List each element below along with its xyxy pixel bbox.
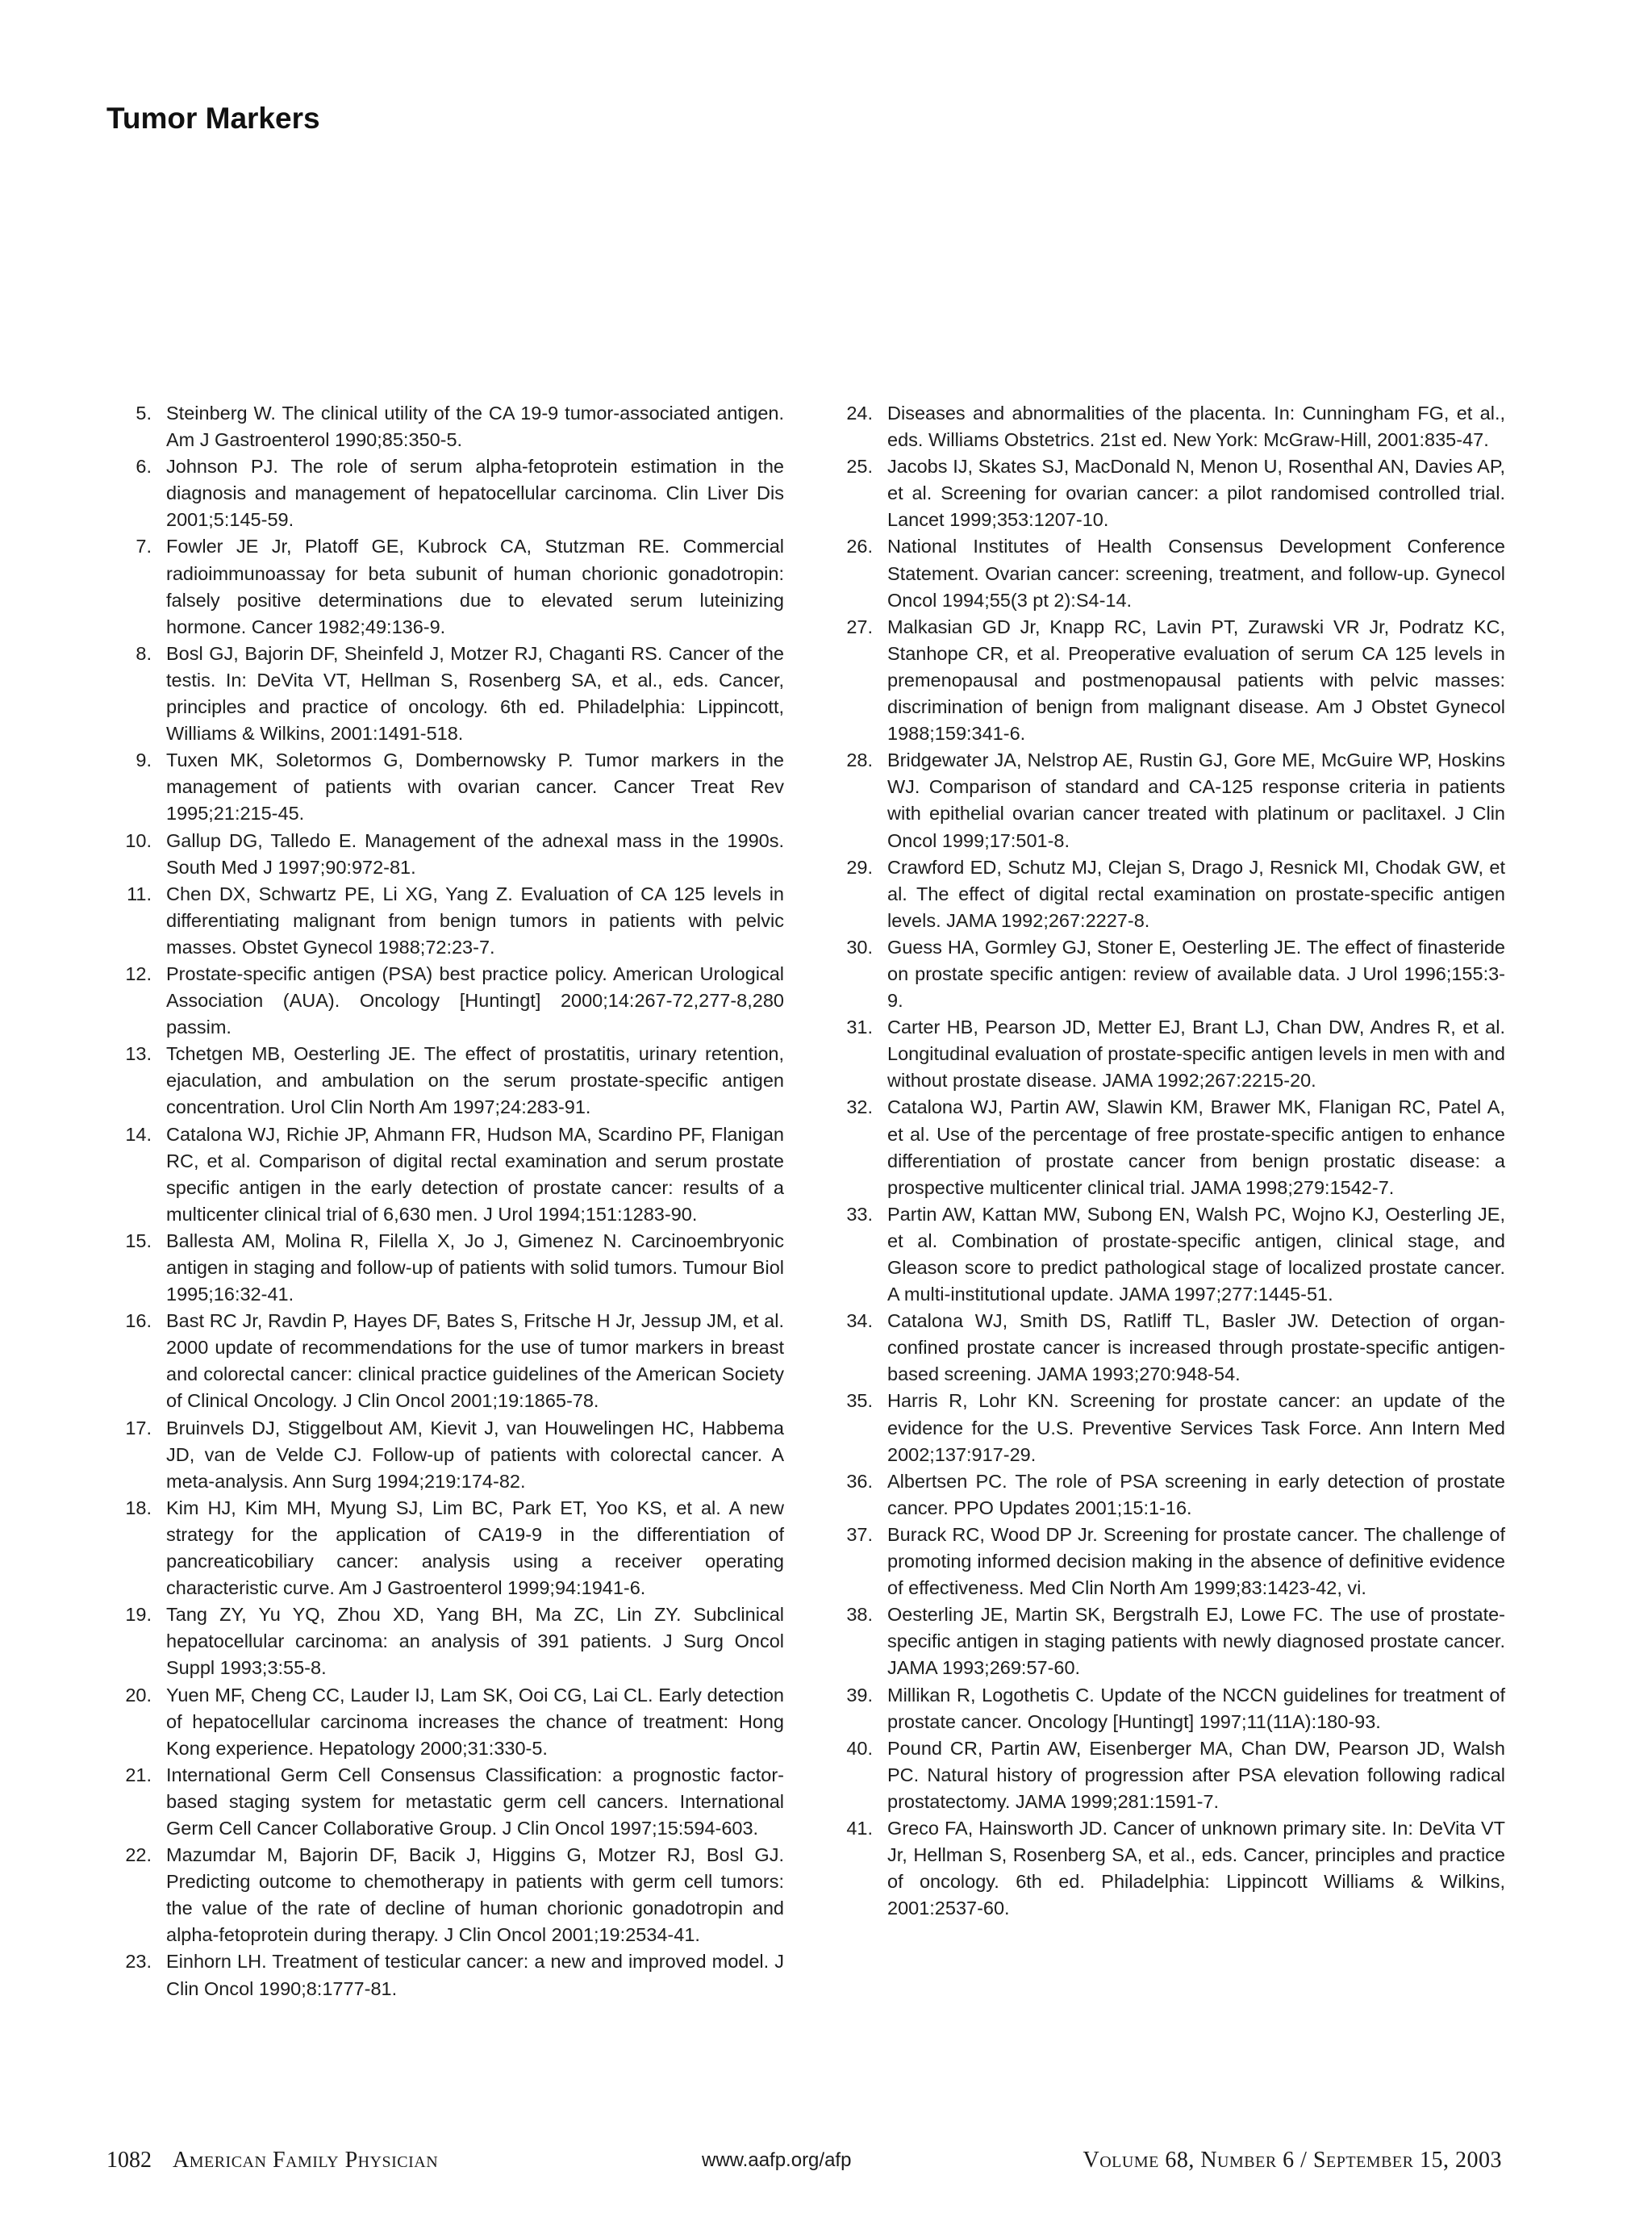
reference-number: 9.: [136, 749, 152, 771]
reference-number: 11.: [127, 883, 152, 904]
reference-item: [113, 1601, 784, 1681]
reference-text: Bruinvels DJ, Stiggelbout AM, Kievit J, van Houwelingen HC, Habbema JD, van de Velde CJ. Follow-up of patients with colorectal cancer. A meta-analysis. Ann Surg 1994;219:174-82.: [166, 1417, 784, 1492]
reference-text: Malkasian GD Jr, Knapp RC, Lavin PT, Zurawski VR Jr, Podratz KC, Stanhope CR, et al. Preoperative evaluation of serum CA 125 levels in premenopausal and postmenopausal patients with pelvic masses: discrimination of benign from malignant disease. Am J Obstet Gynecol 1988;159:341-6.: [887, 616, 1505, 745]
reference-text: Catalona WJ, Smith DS, Ratliff TL, Basler JW. Detection of organ-confined prostate cancer is increased through prostate-specific antigen-based screening. JAMA 1993;270:948-54.: [887, 1310, 1505, 1385]
reference-item: [834, 934, 1505, 1014]
reference-text: Crawford ED, Schutz MJ, Clejan S, Drago J, Resnick MI, Chodak GW, et al. The effect of digital rectal examination on prostate-specific antigen levels. JAMA 1992;267:2227-8.: [887, 856, 1505, 931]
reference-number: 17.: [125, 1417, 152, 1438]
reference-number: 21.: [125, 1764, 152, 1785]
reference-text: Catalona WJ, Partin AW, Slawin KM, Brawer MK, Flanigan RC, Patel A, et al. Use of the percentage of free prostate-specific antigen to enhance differentiation of prostate cancer from benign prostatic disease: a prospective multicenter clinical trial. JAMA 1998;279:1542-7.: [887, 1096, 1505, 1198]
reference-number: 39.: [846, 1684, 873, 1706]
reference-text: Burack RC, Wood DP Jr. Screening for prostate cancer. The challenge of promoting informed decision making in the absence of definitive evidence of effectiveness. Med Clin North Am 1999;83:1423-42, vi.: [887, 1523, 1505, 1599]
reference-number: 13.: [125, 1043, 152, 1065]
reference-text: Bridgewater JA, Nelstrop AE, Rustin GJ, Gore ME, McGuire WP, Hoskins WJ. Comparison of standard and CA-125 response criteria in patients with epithelial ovarian cancer treated with platinum or paclitaxel. J Clin Oncol 1999;17:501-8.: [887, 749, 1505, 851]
reference-number: 31.: [846, 1017, 873, 1038]
reference-text: Fowler JE Jr, Platoff GE, Kubrock CA, Stutzman RE. Commercial radioimmunoassay for beta subunit of human chorionic gonadotropin: falsely positive determinations due to elevated serum luteinizing hormone. Cancer 1982;49:136-9.: [166, 536, 784, 637]
page-number: 1082: [106, 2148, 152, 2173]
reference-text: Partin AW, Kattan MW, Subong EN, Walsh PC, Wojno KJ, Oesterling JE, et al. Combination of prostate-specific antigen, clinical stage, and Gleason score to predict pathological stage of localized prostate cancer. A multi-institutional update. JAMA 1997;277:1445-51.: [887, 1203, 1505, 1305]
reference-item: [834, 1308, 1505, 1388]
reference-text: National Institutes of Health Consensus Development Conference Statement. Ovarian cancer: screening, treatment, and follow-up. Gynecol Oncol 1994;55(3 pt 2):S4-14.: [887, 536, 1505, 611]
reference-item: [113, 400, 784, 453]
reference-text: Tuxen MK, Soletormos G, Dombernowsky P. Tumor markers in the management of patients with ovarian cancer. Cancer Treat Rev 1995;21:215-45.: [166, 749, 784, 825]
reference-number: 28.: [846, 749, 873, 771]
reference-number: 41.: [846, 1817, 873, 1839]
reference-item: [834, 533, 1505, 613]
reference-item: [113, 453, 784, 533]
reference-text: Jacobs IJ, Skates SJ, MacDonald N, Menon U, Rosenthal AN, Davies AP, et al. Screening for ovarian cancer: a pilot randomised controlled trial. Lancet 1999;353:1207-10.: [887, 456, 1505, 531]
journal-name: American Family Physician: [173, 2148, 439, 2173]
reference-item: [113, 1121, 784, 1228]
reference-text: Millikan R, Logothetis C. Update of the NCCN guidelines for treatment of prostate cancer. Oncology [Huntingt] 1997;11(11A):180-93.: [887, 1684, 1505, 1732]
reference-number: 12.: [125, 962, 152, 984]
reference-text: Harris R, Lohr KN. Screening for prostate cancer: an update of the evidence for the U.S. Preventive Services Task Force. Ann Intern Med 2002;137:917-29.: [887, 1390, 1505, 1465]
reference-number: 22.: [125, 1844, 152, 1866]
reference-text: International Germ Cell Consensus Classification: a prognostic factor-based staging system for metastatic germ cell cancers. International Germ Cell Cancer Collaborative Group. J Clin Oncol 1997;15:594-603.: [166, 1764, 784, 1839]
reference-item: [113, 1041, 784, 1121]
reference-text: Mazumdar M, Bajorin DF, Bacik J, Higgins G, Motzer RJ, Bosl GJ. Predicting outcome to chemotherapy in patients with germ cell tumors: the value of the rate of decline of human chorionic gonadotropin and alpha-fetoprotein during therapy. J Clin Oncol 2001;19:2534-41.: [166, 1844, 784, 1946]
reference-number: 23.: [125, 1951, 152, 1973]
reference-text: Gallup DG, Talledo E. Management of the adnexal mass in the 1990s. South Med J 1997;90:972-81.: [166, 829, 784, 878]
reference-number: 24.: [846, 403, 873, 424]
reference-text: Tchetgen MB, Oesterling JE. The effect of prostatitis, urinary retention, ejaculation, and ambulation on the serum prostate-specific antigen concentration. Urol Clin North Am 1997;24:283-91.: [166, 1043, 784, 1118]
reference-item: [113, 1948, 784, 2002]
reference-item: [834, 854, 1505, 934]
section-title: Tumor Markers: [106, 102, 320, 135]
reference-number: 10.: [125, 829, 152, 851]
reference-item: [834, 1468, 1505, 1522]
reference-item: [834, 1388, 1505, 1468]
reference-number: 35.: [846, 1390, 873, 1412]
reference-item: [113, 641, 784, 747]
reference-number: 20.: [125, 1684, 152, 1706]
reference-item: [113, 881, 784, 961]
reference-number: 27.: [846, 616, 873, 637]
reference-number: 19.: [125, 1604, 152, 1626]
reference-number: 6.: [136, 456, 152, 478]
reference-item: [834, 1201, 1505, 1308]
reference-item: [113, 961, 784, 1041]
reference-number: 25.: [846, 456, 873, 478]
reference-item: [113, 1842, 784, 1948]
references-left-column: [113, 400, 784, 2002]
reference-number: 34.: [846, 1310, 873, 1332]
reference-text: Albertsen PC. The role of PSA screening in early detection of prostate cancer. PPO Updates 2001;15:1-16.: [887, 1470, 1505, 1518]
journal-url: www.aafp.org/afp: [702, 2149, 852, 2171]
reference-number: 37.: [846, 1523, 873, 1545]
reference-number: 5.: [136, 403, 152, 424]
reference-number: 16.: [125, 1310, 152, 1332]
page-footer: [106, 2148, 1502, 2180]
reference-item: [113, 533, 784, 640]
reference-number: 38.: [846, 1604, 873, 1626]
reference-number: 33.: [846, 1203, 873, 1225]
reference-text: Yuen MF, Cheng CC, Lauder IJ, Lam SK, Ooi CG, Lai CL. Early detection of hepatocellular carcinoma increases the chance of treatment: Hong Kong experience. Hepatology 2000;31:330-5.: [166, 1684, 784, 1759]
reference-item: [113, 1415, 784, 1495]
reference-item: [834, 1094, 1505, 1200]
reference-item: [834, 1522, 1505, 1601]
reference-item: [834, 1601, 1505, 1681]
reference-item: [113, 1308, 784, 1414]
reference-text: Johnson PJ. The role of serum alpha-fetoprotein estimation in the diagnosis and management of hepatocellular carcinoma. Clin Liver Dis 2001;5:145-59.: [166, 456, 784, 531]
reference-item: [113, 1762, 784, 1842]
reference-text: Kim HJ, Kim MH, Myung SJ, Lim BC, Park ET, Yoo KS, et al. A new strategy for the application of CA19-9 in the differentiation of pancreaticobiliary cancer: analysis using a receiver operating characteristic curve. Am J Gastroenterol 1999;94:1941-6.: [166, 1497, 784, 1599]
reference-item: [113, 828, 784, 881]
issue-info: Volume 68, Number 6 / September 15, 2003: [1083, 2148, 1502, 2173]
reference-text: Carter HB, Pearson JD, Metter EJ, Brant LJ, Chan DW, Andres R, et al. Longitudinal evaluation of prostate-specific antigen levels in men with and without prostate disease. JAMA 1992;267:2215-20.: [887, 1017, 1505, 1092]
reference-text: Bosl GJ, Bajorin DF, Sheinfeld J, Motzer RJ, Chaganti RS. Cancer of the testis. In: DeVita VT, Hellman S, Rosenberg SA, et al., eds. Cancer, principles and practice of oncology. 6th ed. Philadelphia: Lippincott, Williams & Wilkins, 2001:1491-518.: [166, 642, 784, 745]
reference-item: [834, 1682, 1505, 1735]
reference-item: [113, 1682, 784, 1762]
reference-item: [834, 1815, 1505, 1922]
reference-text: Prostate-specific antigen (PSA) best practice policy. American Urological Association (AUA). Oncology [Huntingt] 2000;14:267-72,277-8,280 passim.: [166, 962, 784, 1038]
reference-text: Steinberg W. The clinical utility of the CA 19-9 tumor-associated antigen. Am J Gastroenterol 1990;85:350-5.: [166, 403, 784, 451]
reference-text: Tang ZY, Yu YQ, Zhou XD, Yang BH, Ma ZC, Lin ZY. Subclinical hepatocellular carcinoma: an analysis of 391 patients. J Surg Oncol Suppl 1993;3:55-8.: [166, 1604, 784, 1679]
reference-number: 29.: [846, 856, 873, 878]
references-right-column: [834, 400, 1505, 1922]
reference-text: Greco FA, Hainsworth JD. Cancer of unknown primary site. In: DeVita VT Jr, Hellman S, Rosenberg SA, et al., eds. Cancer, principles and practice of oncology. 6th ed. Philadelphia: Lippincott Williams & Wilkins, 2001:2537-60.: [887, 1817, 1505, 1919]
reference-text: Ballesta AM, Molina R, Filella X, Jo J, Gimenez N. Carcinoembryonic antigen in staging and follow-up of patients with solid tumors. Tumour Biol 1995;16:32-41.: [166, 1230, 784, 1305]
reference-number: 36.: [846, 1470, 873, 1492]
reference-number: 18.: [125, 1497, 152, 1518]
reference-text: Chen DX, Schwartz PE, Li XG, Yang Z. Evaluation of CA 125 levels in differentiating malignant from benign tumors in patients with pelvic masses. Obstet Gynecol 1988;72:23-7.: [166, 883, 784, 958]
reference-item: [113, 1495, 784, 1601]
reference-item: [834, 747, 1505, 854]
reference-number: 15.: [125, 1230, 152, 1251]
reference-number: 14.: [125, 1123, 152, 1145]
reference-text: Catalona WJ, Richie JP, Ahmann FR, Hudson MA, Scardino PF, Flanigan RC, et al. Comparison of digital rectal examination and serum prostate specific antigen in the early detection of prostate cancer: results of a multicenter clinical trial of 6,630 men. J Urol 1994;151:1283-90.: [166, 1123, 784, 1225]
reference-item: [834, 453, 1505, 533]
reference-text: Einhorn LH. Treatment of testicular cancer: a new and improved model. J Clin Oncol 1990;8:1777-81.: [166, 1951, 784, 1999]
reference-text: Guess HA, Gormley GJ, Stoner E, Oesterling JE. The effect of finasteride on prostate specific antigen: review of available data. J Urol 1996;155:3-9.: [887, 936, 1505, 1012]
reference-item: [113, 747, 784, 827]
reference-text: Diseases and abnormalities of the placenta. In: Cunningham FG, et al., eds. Williams Obstetrics. 21st ed. New York: McGraw-Hill, 2001:835-47.: [887, 403, 1505, 451]
reference-item: [834, 400, 1505, 453]
reference-item: [834, 1014, 1505, 1094]
reference-number: 40.: [846, 1737, 873, 1759]
reference-text: Bast RC Jr, Ravdin P, Hayes DF, Bates S, Fritsche H Jr, Jessup JM, et al. 2000 update of recommendations for the use of tumor markers in breast and colorectal cancer: clinical practice guidelines of the American Society of Clinical Oncology. J Clin Oncol 2001;19:1865-78.: [166, 1310, 784, 1412]
reference-item: [834, 1735, 1505, 1815]
reference-number: 32.: [846, 1096, 873, 1118]
reference-text: Oesterling JE, Martin SK, Bergstralh EJ, Lowe FC. The use of prostate-specific antigen in staging patients with newly diagnosed prostate cancer. JAMA 1993;269:57-60.: [887, 1604, 1505, 1679]
reference-text: Pound CR, Partin AW, Eisenberger MA, Chan DW, Pearson JD, Walsh PC. Natural history of progression after PSA elevation following radical prostatectomy. JAMA 1999;281:1591-7.: [887, 1737, 1505, 1812]
reference-item: [113, 1228, 784, 1308]
reference-item: [834, 614, 1505, 747]
reference-number: 8.: [136, 642, 152, 664]
reference-number: 30.: [846, 936, 873, 958]
footer-left: [106, 2148, 438, 2173]
reference-number: 7.: [136, 536, 152, 557]
reference-number: 26.: [846, 536, 873, 557]
